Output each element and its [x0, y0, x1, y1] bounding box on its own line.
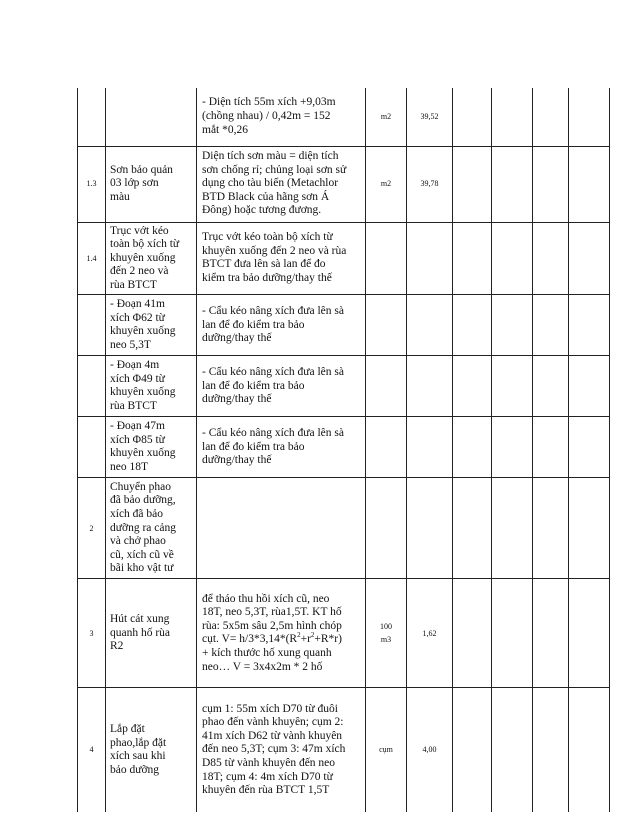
- table-row: [78, 688, 610, 812]
- item-name: Chuyển phao đã bảo dưỡng, xích đã bảo dưỡng ra cảng và chở phao cũ, xích cũ về bãi kho vật tư: [106, 478, 197, 579]
- empty-cell: [492, 417, 533, 478]
- work-items-table: [77, 88, 610, 812]
- item-number: 3: [78, 579, 106, 688]
- empty-cell: [453, 295, 492, 356]
- empty-cell: [492, 146, 533, 222]
- item-name: - Đoạn 47m xích Φ85 từ khuyên xuống neo 18T: [106, 417, 197, 478]
- empty-cell: [569, 88, 610, 146]
- item-unit: [366, 356, 407, 417]
- item-quantity: [407, 295, 453, 356]
- item-description: - Cẩu kéo nâng xích đưa lên sà lan để đo kiểm tra bảo dưỡng/thay thế: [197, 417, 366, 478]
- table-row: [78, 222, 610, 295]
- empty-cell: [569, 295, 610, 356]
- item-unit: m2: [366, 146, 407, 222]
- item-name: - Đoạn 41m xích Φ62 từ khuyên xuống neo 5,3T: [106, 295, 197, 356]
- item-unit: [366, 417, 407, 478]
- item-number: [78, 417, 106, 478]
- table-row: [78, 478, 610, 579]
- item-quantity: 39,52: [407, 88, 453, 146]
- empty-cell: [533, 356, 569, 417]
- empty-cell: [453, 478, 492, 579]
- item-description: Diện tích sơn màu = diện tích sơn chống rỉ; chủng loại sơn sử dụng cho tàu biển (Metachlor BTD Black của hãng sơn Á Đông) hoặc tương đương.: [197, 146, 366, 222]
- item-quantity: [407, 222, 453, 295]
- item-unit: [366, 222, 407, 295]
- item-description: Trục vớt kéo toàn bộ xích từ khuyên xuống đến 2 neo và rùa BTCT đưa lên sà lan để đo kiểm tra bảo dưỡng/thay thế: [197, 222, 366, 295]
- item-number: [78, 356, 106, 417]
- item-number: [78, 295, 106, 356]
- item-quantity: 1,62: [407, 579, 453, 688]
- item-unit: m2: [366, 88, 407, 146]
- item-unit: cụm: [366, 688, 407, 812]
- empty-cell: [533, 88, 569, 146]
- empty-cell: [492, 88, 533, 146]
- empty-cell: [492, 295, 533, 356]
- empty-cell: [569, 579, 610, 688]
- empty-cell: [453, 356, 492, 417]
- table-row: [78, 295, 610, 356]
- item-description: - Cẩu kéo nâng xích đưa lên sà lan để đo kiểm tra bảo dưỡng/thay thế: [197, 356, 366, 417]
- item-description: - Cẩu kéo nâng xích đưa lên sà lan để đo kiểm tra bảo dưỡng/thay thế: [197, 295, 366, 356]
- empty-cell: [533, 688, 569, 812]
- item-number: 2: [78, 478, 106, 579]
- item-unit: [366, 478, 407, 579]
- empty-cell: [533, 579, 569, 688]
- item-name: [106, 88, 197, 146]
- item-unit: 100 m3: [366, 579, 407, 688]
- item-name: Lắp đặt phao,lắp đặt xích sau khi bảo dưỡng: [106, 688, 197, 812]
- table-row: [78, 146, 610, 222]
- item-quantity: [407, 417, 453, 478]
- item-description: [197, 478, 366, 579]
- item-quantity: [407, 478, 453, 579]
- empty-cell: [453, 222, 492, 295]
- item-description: để tháo thu hồi xích cũ, neo 18T, neo 5,3T, rùa1,5T. KT hố rùa: 5x5m sâu 2,5m hình chóp cụt. $V= h/3*3,14*(R^2+r^2+R*r)$ + kích thước hố xung quanh neo… V = 3x4x2m * 2 hố: [197, 579, 366, 688]
- empty-cell: [569, 688, 610, 812]
- empty-cell: [533, 295, 569, 356]
- item-name: - Đoạn 4m xích Φ49 từ khuyên xuống rùa BTCT: [106, 356, 197, 417]
- item-name: Sơn bảo quản 03 lớp sơn màu: [106, 146, 197, 222]
- empty-cell: [492, 478, 533, 579]
- item-unit: [366, 295, 407, 356]
- empty-cell: [533, 417, 569, 478]
- empty-cell: [453, 579, 492, 688]
- item-number: 1.3: [78, 146, 106, 222]
- empty-cell: [533, 478, 569, 579]
- item-quantity: 39,78: [407, 146, 453, 222]
- table-row: [78, 417, 610, 478]
- item-number: [78, 88, 106, 146]
- empty-cell: [492, 688, 533, 812]
- item-description: cụm 1: 55m xích D70 từ đuôi phao đến vành khuyên; cụm 2: 41m xích D62 từ vành khuyên đến neo 5,3T; cụm 3: 47m xích D85 từ vành khuyên đến neo 18T; cụm 4: 4m xích D70 từ khuyên đến rùa BTCT 1,5T: [197, 688, 366, 812]
- table-row: [78, 579, 610, 688]
- empty-cell: [569, 222, 610, 295]
- empty-cell: [453, 417, 492, 478]
- empty-cell: [533, 146, 569, 222]
- empty-cell: [569, 478, 610, 579]
- empty-cell: [453, 88, 492, 146]
- table-row: [78, 88, 610, 146]
- item-description: - Diện tích 55m xích +9,03m (chồng nhau) / 0,42m = 152 mắt *0,26: [197, 88, 366, 146]
- empty-cell: [569, 356, 610, 417]
- item-quantity: 4,00: [407, 688, 453, 812]
- item-number: 1.4: [78, 222, 106, 295]
- empty-cell: [453, 688, 492, 812]
- empty-cell: [492, 356, 533, 417]
- empty-cell: [569, 146, 610, 222]
- item-name: Trục vớt kéo toàn bộ xích từ khuyên xuống đến 2 neo và rùa BTCT: [106, 222, 197, 295]
- empty-cell: [533, 222, 569, 295]
- item-quantity: [407, 356, 453, 417]
- empty-cell: [569, 417, 610, 478]
- item-name: Hút cát xung quanh hố rùa R2: [106, 579, 197, 688]
- table-row: [78, 356, 610, 417]
- empty-cell: [453, 146, 492, 222]
- empty-cell: [492, 579, 533, 688]
- item-number: 4: [78, 688, 106, 812]
- empty-cell: [492, 222, 533, 295]
